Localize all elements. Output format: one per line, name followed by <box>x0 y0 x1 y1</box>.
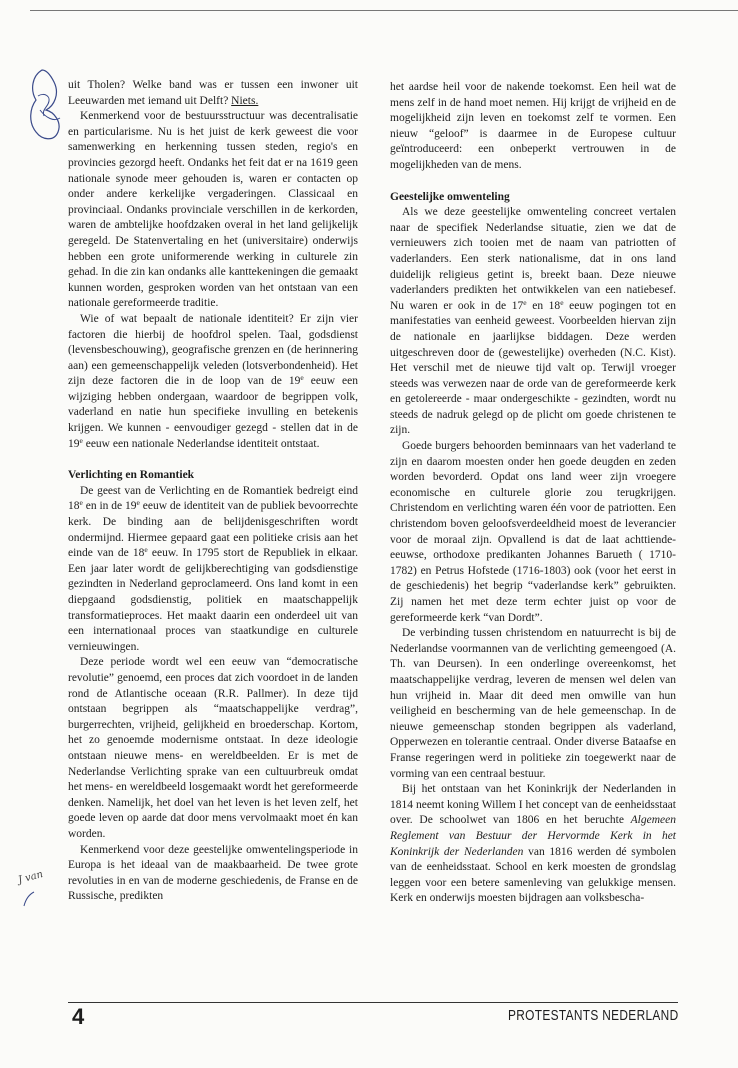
text: eeuw een wijziging hebben ondergaan, waardoor de begrippen volk, vaderland en natie hun specifieke invulling en betekenis krijgen. We kunnen - eenvoudiger gezegd - stellen dat in de 19 <box>68 375 358 450</box>
superscript: e <box>136 498 140 508</box>
paragraph: Kenmerkend voor de bestuursstructuur was decentralisatie en particularisme. Nu is het juist de kerk geweest die voor samenwerking en herkenning tussen steden, regio's en provincies gezorgd heeft. Ondanks het feit dat er na 1619 geen nationale synode meer gehouden is, waren er contacten op onder andere kerkelijke vergaderingen. Classicaal en provinciaal. Ondanks provinciale verschillen in de kerkorden, waren de ambtelijke hoofdzaken overal in het land gelijkelijk geregeld. De Statenvertaling en het (universitaire) onderwijs hebben een grote uniformerende werking in culturele zin gehad. In die zin kan ondanks alle kanttekeningen die gemaakt kunnen worden, gesproken worden van het ontstaan van een nationale gereformeerde traditie. <box>68 110 358 310</box>
paragraph: De verbinding tussen christendom en natuurrecht is bij de Nederlandse voormannen van de verlichting gemeengoed (A. Th. van Deursen). In een onderlinge overeenkomst, het maatschappelijke verdrag, leveren de mensen wel delen van hun vrijheid in. Maar dit deed men omwille van hun veiligheid en bescherming van de hele gemeenschap. In de nieuwe gemeenschap stonden begrippen als vaderland, Opperwezen en tolerantie centraal. Onder diverse Bataafse en Franse regeringen werd in politieke zin toegewerkt naar de vorming van een centraal bestuur. <box>390 627 676 780</box>
paragraph: Goede burgers behoorden beminnaars van het vaderland te zijn en daarom moesten onder hen goede deugden en zeden worden bevorderd. Opdat ons land weer zijn vroegere economische en culturele glorie zou terugkrijgen. Christendom en verlichting waren één voor de patriotten. Een christendom boven geloofsverdeeldheid moest de leverancier voor de moraal zijn. Opvallend is dat de laat achttiende-eeuwse, orthodoxe predikanten Johannes Barueth ( 1710-1782) en Petrus Hofstede (1716-1803) ook (voor het eerst in de geschiedenis) het begrip “vaderlandse kerk” gebruikten. Zij namen het met deze term echter juist op voor de gereformeerde kerk “van Dordt”. <box>390 440 676 624</box>
handwritten-margin-note: J van <box>17 868 45 887</box>
margin-scribble-annotation <box>24 66 68 150</box>
text: Als we deze geestelijke omwenteling concreet vertalen naar de specifiek Nederlandse situatie, zien we dat de vernieuwers zich tooien met de naam van patriotten of vaderlanders. Een sterk nationalisme, dat in ons land duidelijk religieus getint is, breekt baan. Deze nieuwe vaderlanders predikten het ontwikkelen van een natiebesef. Nu waren er ook in de 17 <box>390 206 676 312</box>
paragraph: Kenmerkend voor deze geestelijke omwentelingsperiode in Europa is het ideaal van de maakbaarheid. De twee grote revoluties in en van de moderne geschiedenis, de Franse en de Russische, predikten <box>68 843 358 903</box>
paragraph <box>68 484 358 656</box>
paragraph <box>390 782 676 907</box>
paragraph <box>68 312 358 452</box>
superscript: e <box>300 373 304 383</box>
right-column <box>390 80 676 907</box>
spacer <box>390 174 676 190</box>
footer-rule <box>68 1002 678 1003</box>
underlined-text: Niets. <box>231 94 259 107</box>
text: en 18 <box>526 299 561 312</box>
superscript: e <box>523 297 527 307</box>
text: eeuw de identiteit van de publiek bevoorrechte kerk. De binding aan de belijdenisgeschriften wordt ondermijnd. Hiermee gepaard gaat een politieke crisis aan het einde van de 18 <box>68 500 358 560</box>
top-rule <box>30 10 738 11</box>
journal-name: PROTESTANTS NEDERLAND <box>508 1008 679 1024</box>
text: eeuw pogingen tot en manifestaties van eenheid geweest. Voorbeelden hiervan zijn de nationale en jaarlijkse biddagen. Deze werden uitgeschreven door de (gewestelijke) overheden (N.C. Kist). Het verschil met de nieuwe tijd valt op. Terwijl vroeger steeds was verwezen naar de orde van de gereformeerde kerk en getolereerde - maar ondergeschikte - gezindten, wordt nu steeds de nadruk gelegd op de plicht om goede christenen te zijn. <box>390 299 677 437</box>
superscript: e <box>79 435 83 445</box>
left-column <box>68 78 358 905</box>
text: eeuw. In 1795 stort de Republiek in elkaar. Een jaar later wordt de gelijkberechtiging van godsdienstige gezindten in Nederland geproclameerd. Ons land komt in een diepgaand godsdienstig, politiek en maatschappelijk transformatieproces. Het maakt daarin een onderdeel uit van een internationaal proces van staatkundige en culturele vernieuwingen. <box>68 547 358 653</box>
text: uit Tholen? Welke band was er tussen een inwoner uit Leeuwarden met iemand uit Delft? <box>68 79 358 107</box>
superscript: e <box>560 297 564 307</box>
text: Bij het ontstaan van het Koninkrijk der Nederlanden in 1814 neemt koning Willem I het concept van de eenheidsstaat over. De schoolwet van 1806 en het beruchte <box>390 783 676 827</box>
paragraph: het aardse heil voor de nakende toekomst. Een heil wat de mens zelf in de hand moet nemen. Hij krijgt de vrijheid en de mogelijkheid zijn leven en toekomst zelf te vormen. Een nieuw “geloof” is daarmee in de Europese cultuur geïntroduceerd: een onbeperkt vertrouwen in de mogelijkheden van de mens. <box>390 81 676 171</box>
paragraph: Deze periode wordt wel een eeuw van “democratische revolutie” genoemd, een proces dat zich voordoet in de landen rond de Atlantische oceaan (R.R. Pallmer). In deze tijd ontstaan begrippen als “maatschappelijke verdrag”, burgerrechten, vrijheid, gelijkheid en broederschap. Kortom, het zo genoemde modernisme ontstaat. In deze ideologie ontstaan nieuwe mens- en wereldbeelden. Er is met de Nederlandse Verlichting sprake van een cultuurbreuk omdat het mens- en wereldbeeld losgemaakt wordt het gereformeerde denken. Namelijk, het doel van het leven is het leven zelf, het goede leven op aarde dat door mens vervolmaakt moet én kan worden. <box>68 656 358 840</box>
text: De geest van de Verlichting en de Romantiek bedreigt eind 18 <box>68 484 358 513</box>
italic-title: Algemeen Reglement van Bestuur der Hervormde Kerk in het Koninkrijk der Nederlanden <box>390 814 676 858</box>
section-heading: Verlichting en Romantiek <box>68 469 195 482</box>
text: van 1816 werden dé symbolen van de eenheidsstaat. School en kerk moesten de grondslag leggen voor een betere samenleving van gelukkige mensen. Kerk en onderwijs moesten bijdragen aan volksbescha- <box>390 845 676 905</box>
handwritten-stroke <box>20 888 50 908</box>
spacer <box>68 452 358 468</box>
section-heading: Geestelijke omwenteling <box>390 190 510 203</box>
text: eeuw een nationale Nederlandse identiteit ontstaat. <box>82 437 320 450</box>
text: en in de 19 <box>82 500 137 513</box>
superscript: e <box>144 545 148 555</box>
superscript: e <box>79 498 83 508</box>
page-number: 4 <box>72 1004 85 1029</box>
text: Wie of wat bepaalt de nationale identiteit? Er zijn vier factoren die hierbij de hoofdrol spelen. Taal, godsdienst (levensbeschouwing), geografische grenzen en (de herinnering aan) een gemeenschappelijk veleden (lotsverbondenheid). Het zijn deze factoren die in de loop van de 19 <box>68 312 358 388</box>
paragraph <box>390 205 676 439</box>
paragraph <box>68 78 358 109</box>
